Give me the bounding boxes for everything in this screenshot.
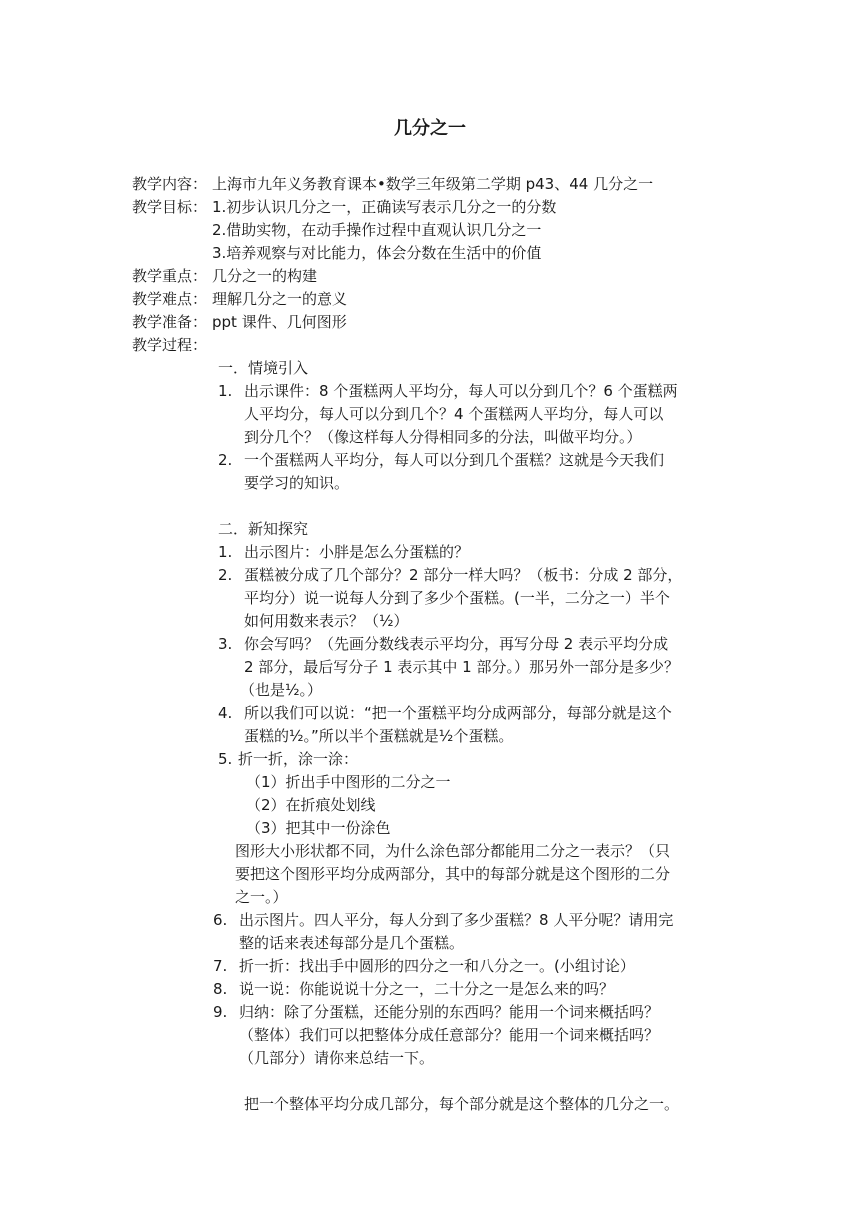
- list-item: 归纳：除了分蛋糕，还能分别的东西吗？能用一个词来概括吗？: [239, 1003, 660, 1021]
- sub-item: （1）折出手中图形的二分之一: [246, 773, 451, 791]
- list-item: 出示图片。四人平分，每人分到了多少蛋糕？8 人平分呢？请用完: [239, 911, 674, 929]
- item-number: 2.: [218, 566, 233, 584]
- list-item: 要学习的知识。: [244, 474, 350, 492]
- difficulty-value: 理解几分之一的意义: [212, 290, 348, 308]
- sub-item: （2）在折痕处划线: [246, 796, 376, 814]
- focus-value: 几分之一的构建: [212, 267, 318, 285]
- sub-item: （3）把其中一份涂色: [246, 819, 391, 837]
- list-item: 蛋糕的½。”所以半个蛋糕就是½个蛋糕。: [244, 727, 514, 745]
- goal-line: 3.培养观察与对比能力，体会分数在生活中的价值: [212, 244, 542, 262]
- prep-value: ppt 课件、几何图形: [212, 313, 347, 331]
- list-item: 所以我们可以说：“把一个蛋糕平均分成两部分，每部分就是这个: [244, 704, 672, 722]
- list-item: 说一说：你能说说十分之一，二十分之一是怎么来的吗？: [239, 980, 615, 998]
- item-number: 8.: [213, 980, 228, 998]
- item-number: 2.: [218, 451, 233, 469]
- focus-label: 教学重点：: [132, 267, 208, 285]
- paragraph-line: 要把这个图形平均分成两部分，其中的每部分就是这个图形的二分: [235, 865, 671, 883]
- paragraph-line: 图形大小形状都不同，为什么涂色部分都能用二分之一表示？（只: [235, 842, 671, 860]
- list-item: 蛋糕被分成了几个部分？2 部分一样大吗？（板书：分成 2 部分，: [244, 566, 683, 584]
- item-number: 3.: [218, 635, 233, 653]
- content-label: 教学内容：: [132, 175, 208, 193]
- list-item: 人平均分，每人可以分到几个？4 个蛋糕两人平均分，每人可以: [244, 405, 664, 423]
- item-number: 6.: [213, 911, 228, 929]
- process-label: 教学过程：: [132, 336, 208, 354]
- list-item: 整的话来表述每部分是几个蛋糕。: [239, 934, 465, 952]
- item-number: 4.: [218, 704, 233, 722]
- list-item: 平均分）说一说每人分到了多少个蛋糕。(一半，二分之一）半个: [244, 589, 670, 607]
- section-heading: 二．新知探究: [218, 520, 309, 538]
- item-number: 1.: [218, 382, 233, 400]
- list-item: 2 部分，最后写分子 1 表示其中 1 部分。）那另外一部分是多少？: [244, 658, 679, 676]
- prep-label: 教学准备：: [132, 313, 208, 331]
- list-item: 出示课件：8 个蛋糕两人平均分，每人可以分到几个？6 个蛋糕两: [244, 382, 678, 400]
- conclusion: 把一个整体平均分成几部分，每个部分就是这个整体的几分之一。: [244, 1095, 680, 1113]
- list-item: 如何用数来表示？（½）: [244, 612, 409, 630]
- goal-label: 教学目标：: [132, 198, 208, 216]
- list-item: （也是½。）: [240, 681, 323, 699]
- section-heading: 一．情境引入: [218, 359, 309, 377]
- paragraph-line: 之一。）: [235, 888, 288, 906]
- difficulty-label: 教学难点：: [132, 290, 208, 308]
- list-item: 出示图片：小胖是怎么分蛋糕的？: [244, 543, 470, 561]
- list-item: 到分几个？（像这样每人分得相同多的分法，叫做平均分。）: [244, 428, 642, 446]
- list-item: 折一折，涂一涂：: [238, 750, 359, 768]
- item-number: 5.: [218, 750, 233, 768]
- goal-line: 1.初步认识几分之一，正确读写表示几分之一的分数: [212, 198, 557, 216]
- page-title: 几分之一: [394, 118, 466, 139]
- item-number: 9.: [213, 1003, 228, 1021]
- item-number: 7.: [213, 957, 228, 975]
- goal-line: 2.借助实物，在动手操作过程中直观认识几分之一: [212, 221, 542, 239]
- list-item: （几部分）请你来总结一下。: [239, 1049, 435, 1067]
- list-item: 你会写吗？（先画分数线表示平均分，再写分母 2 表示平均分成: [244, 635, 669, 653]
- list-item: （整体）我们可以把整体分成任意部分？能用一个词来概括吗？: [239, 1026, 660, 1044]
- content-value: 上海市九年义务教育课本•数学三年级第二学期 p43、44 几分之一: [212, 175, 654, 193]
- list-item: 折一折：找出手中圆形的四分之一和八分之一。(小组讨论）: [239, 957, 635, 975]
- list-item: 一个蛋糕两人平均分，每人可以分到几个蛋糕？这就是今天我们: [244, 451, 665, 469]
- item-number: 1.: [218, 543, 233, 561]
